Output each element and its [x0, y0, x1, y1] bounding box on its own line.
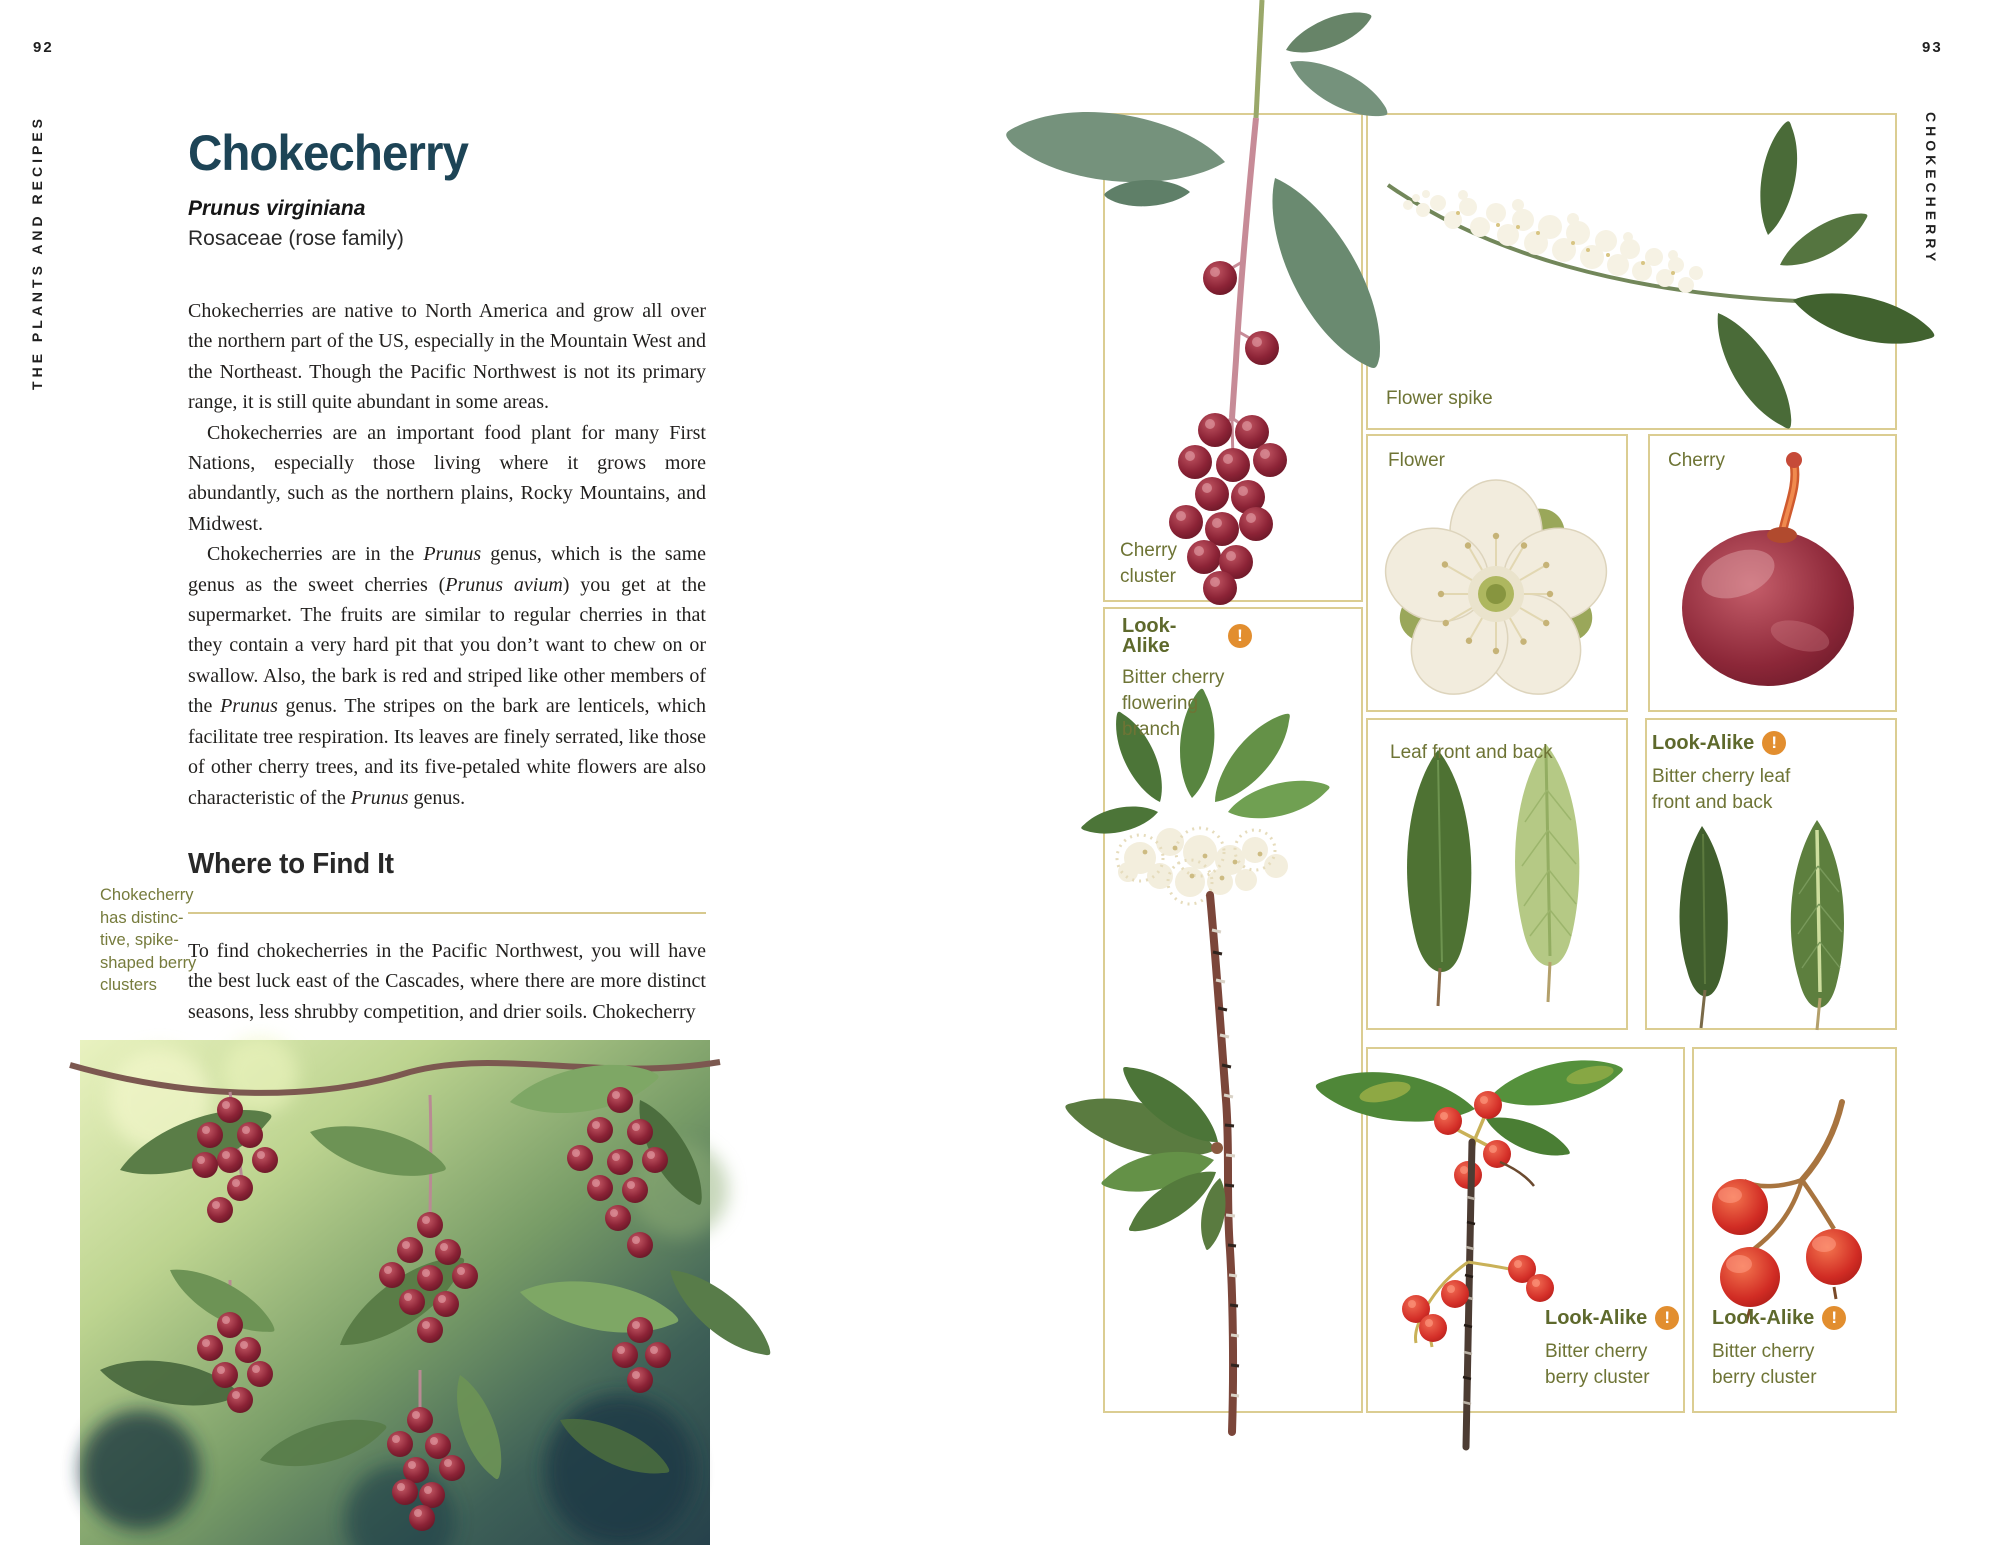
intro-paragraph-2: Chokecherries are an important food plant for many First Nations, especially those living where it grows more abundantly, such as the northern plains, Rocky Mountains, and Midwest. [188, 421, 706, 535]
cherry-cluster-illustration [990, 0, 1380, 610]
warning-icon: ! [1762, 731, 1786, 755]
label-flower: Flower [1388, 450, 1446, 471]
label-flower-spike: Flower spike [1386, 388, 1493, 409]
look-alike-label: Look-Alike [1652, 732, 1755, 754]
intro-text [188, 296, 706, 813]
page-number-right: 93 [1922, 39, 1943, 56]
species-name: Prunus virginiana [188, 197, 366, 220]
lookalike-block-flowering-branch [1122, 616, 1252, 743]
label-leaf-front-back: Leaf front and back [1390, 742, 1553, 763]
section-heading: Where to Find It [188, 848, 394, 880]
warning-icon: ! [1228, 624, 1252, 648]
section-rule [188, 912, 706, 914]
label-cherry: Cherry [1668, 450, 1726, 471]
look-alike-label: Look-Alike [1712, 1307, 1815, 1329]
intro-paragraph-3: Chokecherries are in the Prunus genus, which is the same genus as the sweet cherries (Prunus avium) you get at the supermarket. The fruits are similar to regular cherries in that they contain a very hard pit that you don’t want to chew on or swallow. Also, the bark is red and striped like other members of the Prunus genus. The stripes on the bark are lenticels, which facilitate tree respiration. Its leaves are finely serrated, like those of other cherry trees, and its five-petaled white flowers are also characteristic of the Prunus genus. [188, 543, 706, 809]
family-name: Rosaceae (rose family) [188, 227, 404, 251]
left-edge-section-label: THE PLANTS AND RECIPES [29, 115, 45, 390]
lookalike-caption-berry-left: Bitter cherry berry cluster [1545, 1341, 1650, 1388]
lookalike-caption-flowering-branch: Bitter cherry flowering branch [1122, 667, 1225, 740]
chokecherry-berry-clusters-photo [80, 1040, 710, 1545]
label-cherry-cluster: Cherry cluster [1120, 540, 1178, 587]
lookalike-caption-leaf: Bitter cherry leaf front and back [1652, 766, 1791, 813]
lookalike-caption-berry-right: Bitter cherry berry cluster [1712, 1341, 1817, 1388]
lookalike-berry-cluster-left-illustration [1290, 1047, 1685, 1467]
look-alike-label: Look-Alike [1545, 1307, 1648, 1329]
leaf-front-back-illustration [1368, 730, 1626, 1028]
lookalike-block-leaf [1652, 731, 1842, 816]
lookalike-leaf-front-back-illustration [1647, 820, 1895, 1032]
intro-paragraph-1: Chokecherries are native to North America and grow all over the northern part of the US, especially in the Mountain West and the Northeast. Though the Pacific Northwest is not its primary range, it is still quite abundant in some areas. [188, 300, 706, 414]
flower-illustration [1368, 436, 1626, 710]
cherry-illustration [1650, 436, 1895, 710]
page-number-left: 92 [33, 39, 54, 56]
lookalike-block-berry-right [1712, 1306, 1847, 1391]
habitat-paragraph: To find chokecherries in the Pacific Northwest, you will have the best luck east of the Cascades, where there are more distinct seasons, less shrubby competition, and drier soils. Chokecherry [188, 940, 706, 1023]
look-alike-label: Look-Alike [1122, 615, 1177, 657]
flower-spike-illustration [1368, 115, 1895, 428]
right-edge-chapter-label: CHOKECHERRY [1923, 112, 1939, 266]
margin-note: Chokecherry has distinc- tive, spike- shaped berry clusters [100, 886, 197, 994]
plant-title: Chokecherry [188, 125, 468, 181]
warning-icon: ! [1655, 1306, 1679, 1330]
warning-icon: ! [1822, 1306, 1846, 1330]
lookalike-block-berry-left [1545, 1306, 1680, 1391]
